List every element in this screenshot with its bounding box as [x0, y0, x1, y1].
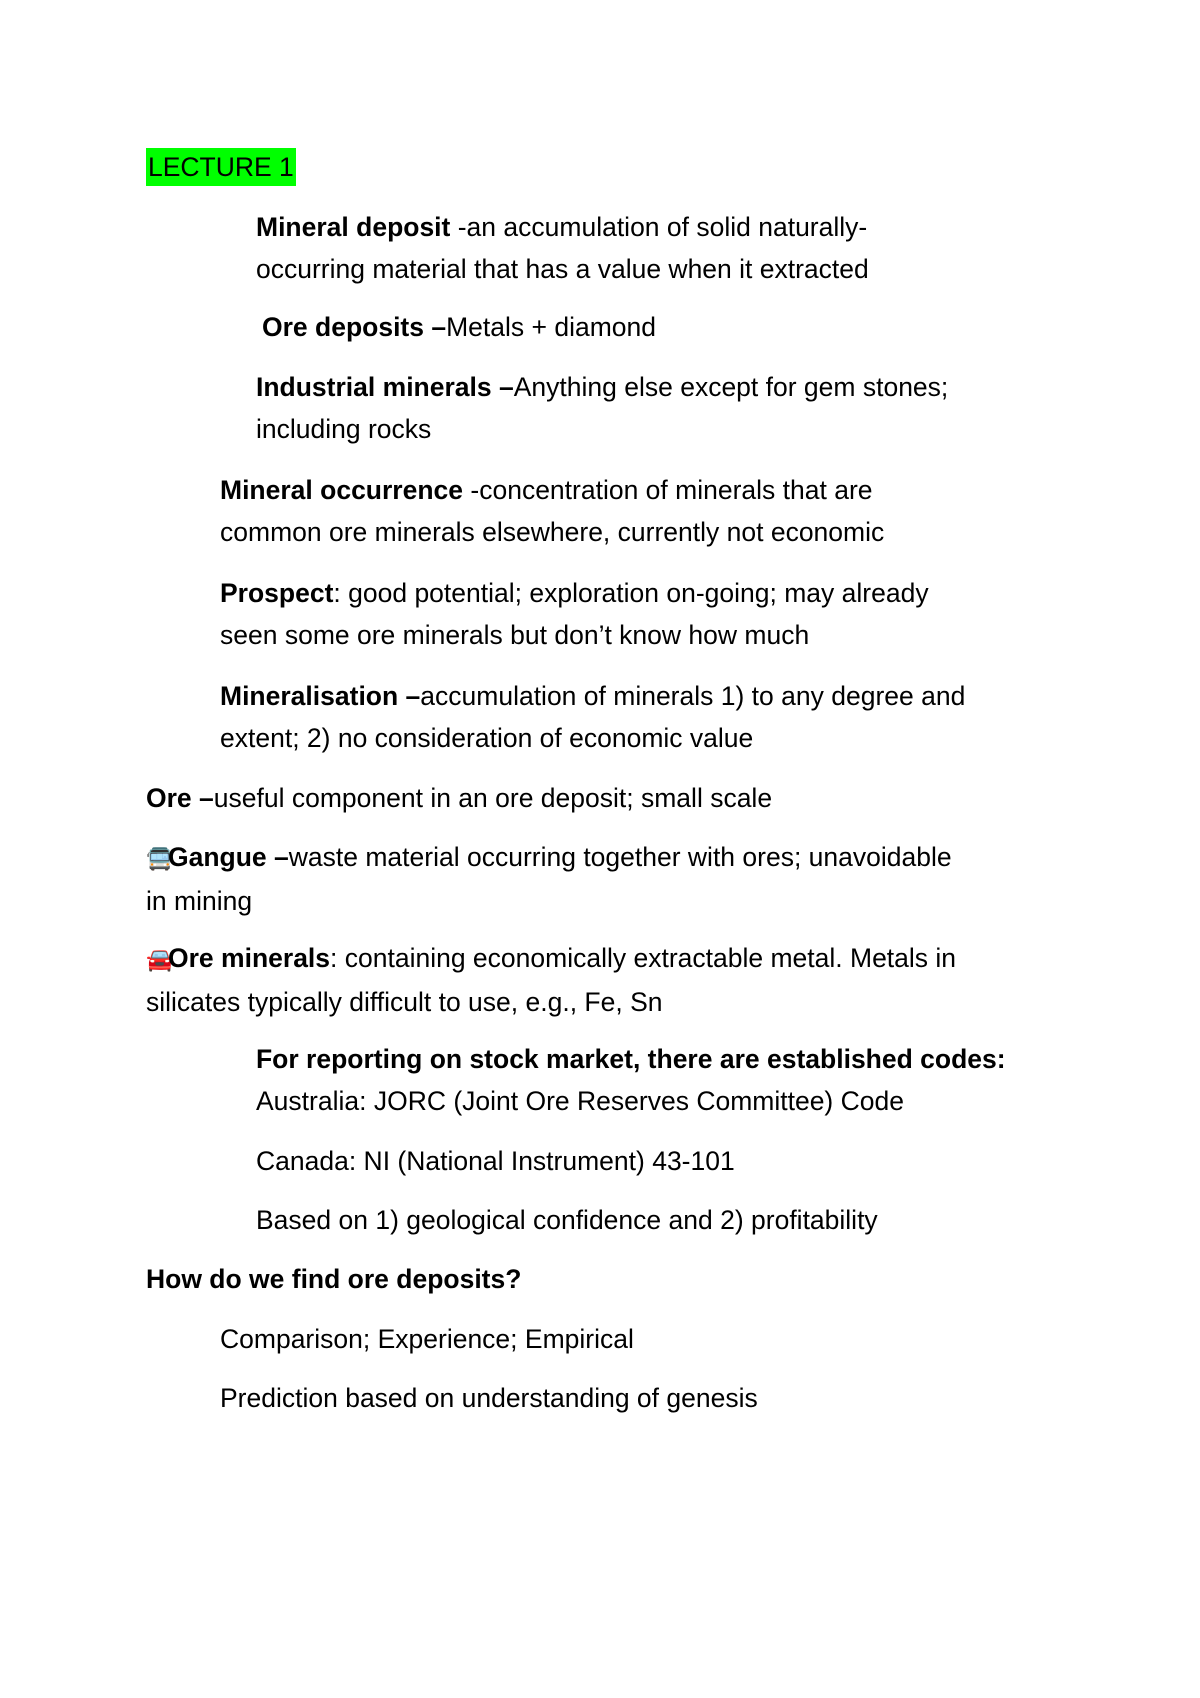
- car-icon: 🚘: [146, 947, 174, 972]
- term-label: Mineral occurrence: [220, 475, 464, 505]
- definition-text: -an accumulation of solid naturally-: [450, 212, 868, 242]
- definition-gangue: [146, 836, 952, 922]
- definition-text: useful component in an ore deposit; small scale: [213, 783, 773, 813]
- term-label: Industrial minerals –: [256, 372, 514, 402]
- definition-mineral-deposit: [256, 206, 869, 290]
- definition-text: silicates typically difficult to use, e.g., Fe, Sn: [146, 987, 663, 1017]
- definition-line: [146, 937, 956, 981]
- finding-item-1: Comparison; Experience; Empirical: [220, 1324, 634, 1354]
- lecture-heading: LECTURE 1: [146, 148, 296, 186]
- definition-text: : containing economically extractable metal. Metals in: [330, 943, 957, 973]
- definition-ore: [146, 777, 772, 819]
- definition-line: [220, 469, 884, 511]
- definition-line: [220, 572, 929, 614]
- definition-text: including rocks: [256, 414, 432, 444]
- term-label: Mineralisation –: [220, 681, 421, 711]
- term-label: Ore –: [146, 783, 214, 813]
- reporting-basis: Based on 1) geological confidence and 2) profitability: [256, 1205, 878, 1235]
- term-label: Ore deposits –: [262, 312, 447, 342]
- term-label: Ore minerals: [168, 943, 331, 973]
- definition-line: [146, 836, 952, 880]
- reporting-canada: Canada: NI (National Instrument) 43-101: [256, 1146, 735, 1176]
- finding-question: How do we find ore deposits?: [146, 1264, 522, 1294]
- definition-text: -concentration of minerals that are: [463, 475, 873, 505]
- definition-text: Metals + diamond: [446, 312, 656, 342]
- definition-ore-minerals: [146, 937, 956, 1023]
- reporting-title: For reporting on stock market, there are established codes:: [256, 1044, 1006, 1074]
- definition-text: accumulation of minerals 1) to any degree and: [420, 681, 966, 711]
- definition-text: in mining: [146, 886, 253, 916]
- definition-line: [256, 206, 869, 248]
- term-label: Gangue –: [168, 842, 289, 872]
- definition-text: seen some ore minerals but don’t know how much: [220, 620, 810, 650]
- finding-item-2: Prediction based on understanding of genesis: [220, 1383, 758, 1413]
- reporting-australia: Australia: JORC (Joint Ore Reserves Committee) Code: [256, 1086, 904, 1116]
- definition-prospect: [220, 572, 929, 656]
- definition-text: : good potential; exploration on-going; may already: [333, 578, 929, 608]
- definition-mineralisation: [220, 675, 965, 759]
- definition-industrial-minerals: [256, 366, 948, 450]
- definition-text: Anything else except for gem stones;: [513, 372, 949, 402]
- bus-icon: 🚍: [146, 846, 174, 871]
- definition-ore-deposits: [262, 306, 656, 348]
- definition-line: [220, 675, 965, 717]
- definition-text: extent; 2) no consideration of economic value: [220, 723, 754, 753]
- definition-text: waste material occurring together with ores; unavoidable: [288, 842, 952, 872]
- definition-mineral-occurrence: [220, 469, 884, 553]
- definition-text: occurring material that has a value when it extracted: [256, 254, 869, 284]
- definition-line: [256, 366, 948, 408]
- definition-text: common ore minerals elsewhere, currently not economic: [220, 517, 885, 547]
- term-label: Prospect: [220, 578, 334, 608]
- term-label: Mineral deposit: [256, 212, 451, 242]
